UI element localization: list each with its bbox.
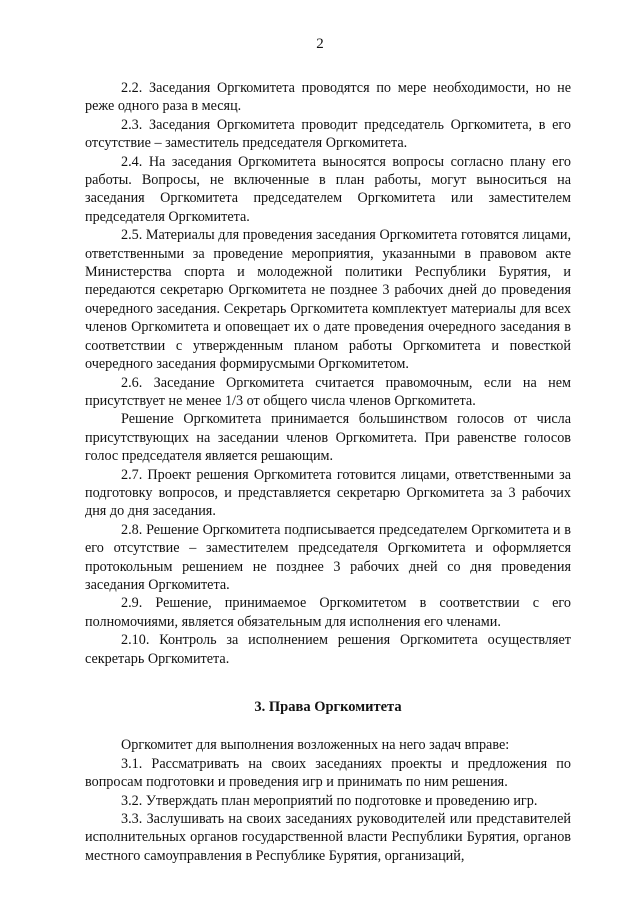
document-body — [85, 79, 571, 865]
paragraph-2-9: 2.9. Решение, принимаемое Оргкомитетом в соответствии с его полномочиями, является обязательным для исполнения его членами. — [85, 595, 571, 630]
section-title: 3. Права Оргкомитета — [254, 699, 402, 715]
paragraph-3-1: 3.1. Рассматривать на своих заседаниях проекты и предложения по вопросам подготовки и проведения игр и принимать по ним решения. — [85, 755, 571, 791]
paragraph-2-6: 2.6. Заседание Оргкомитета считается правомочным, если на нем присутствует не менее 1/3 от общего числа членов Оргкомитета. — [85, 374, 571, 409]
paragraph-3-2: 3.2. Утверждать план мероприятий по подготовке и проведению игр. — [121, 792, 538, 809]
paragraph-2-10: 2.10. Контроль за исполнением решения Оргкомитета осуществляет секретарь Оргкомитета. — [85, 632, 571, 667]
page-number: 2 — [316, 36, 324, 52]
paragraph-2-7: 2.7. Проект решения Оргкомитета готовится лицами, ответственными за подготовку вопросов, и представляется секретарю Оргкомитета за 3 рабочих дня до дня заседания. — [85, 466, 571, 520]
paragraph-2-8: 2.8. Решение Оргкомитета подписывается председателем Оргкомитета и в его отсутствие – заместителем председателя Оргкомитета и оформляется протокольным решением не позднее 3 рабочих дней со дня проведения заседания Оргкомитета. — [85, 521, 571, 593]
paragraph-2-5: 2.5. Материалы для проведения заседания Оргкомитета готовятся лицами, ответственными за проведение мероприятия, указанными в правовом акте Министерства спорта и молодежной политики Республики Бурятия, и передаются секретарю Оргкомитета не позднее 3 рабочих дней до проведения очередного заседания. Секретарь Оргкомитета комплектует материалы для всех членов Оргкомитета и оповещает их о дате проведения очередного заседания в соответствии с утвержденным планом работы Оргкомитета и повесткой очередного заседания формирусмыми Оргкомитетом. — [85, 227, 571, 373]
paragraph-2-4: 2.4. На заседания Оргкомитета выносятся вопросы согласно плану его работы. Вопросы, не включенные в план работы, могут выноситься на заседания Оргкомитета председателем Оргкомитета или заместителем председателя Оргкомитета. — [85, 153, 571, 225]
paragraph-2-3: 2.3. Заседания Оргкомитета проводит председатель Оргкомитета, в его отсутствие – заместитель председателя Оргкомитета. — [85, 116, 571, 152]
paragraph-2-2: 2.2. Заседания Оргкомитета проводятся по мере необходимости, но не реже одного раза в месяц. — [85, 80, 571, 115]
paragraph-2-6-decision: Решение Оргкомитета принимается большинством голосов от числа присутствующих на заседании членов Оргкомитета. При равенстве голосов голос председателя является решающим. — [85, 411, 571, 465]
paragraph-3-intro: Оргкомитет для выполнения возложенных на него задач вправе: — [121, 737, 510, 754]
paragraph-3-3: 3.3. Заслушивать на своих заседаниях руководителей или представителей исполнительных органов государственной власти Республики Бурятия, органов местного самоуправления в Республике Бурятия, организаций, — [85, 811, 571, 864]
